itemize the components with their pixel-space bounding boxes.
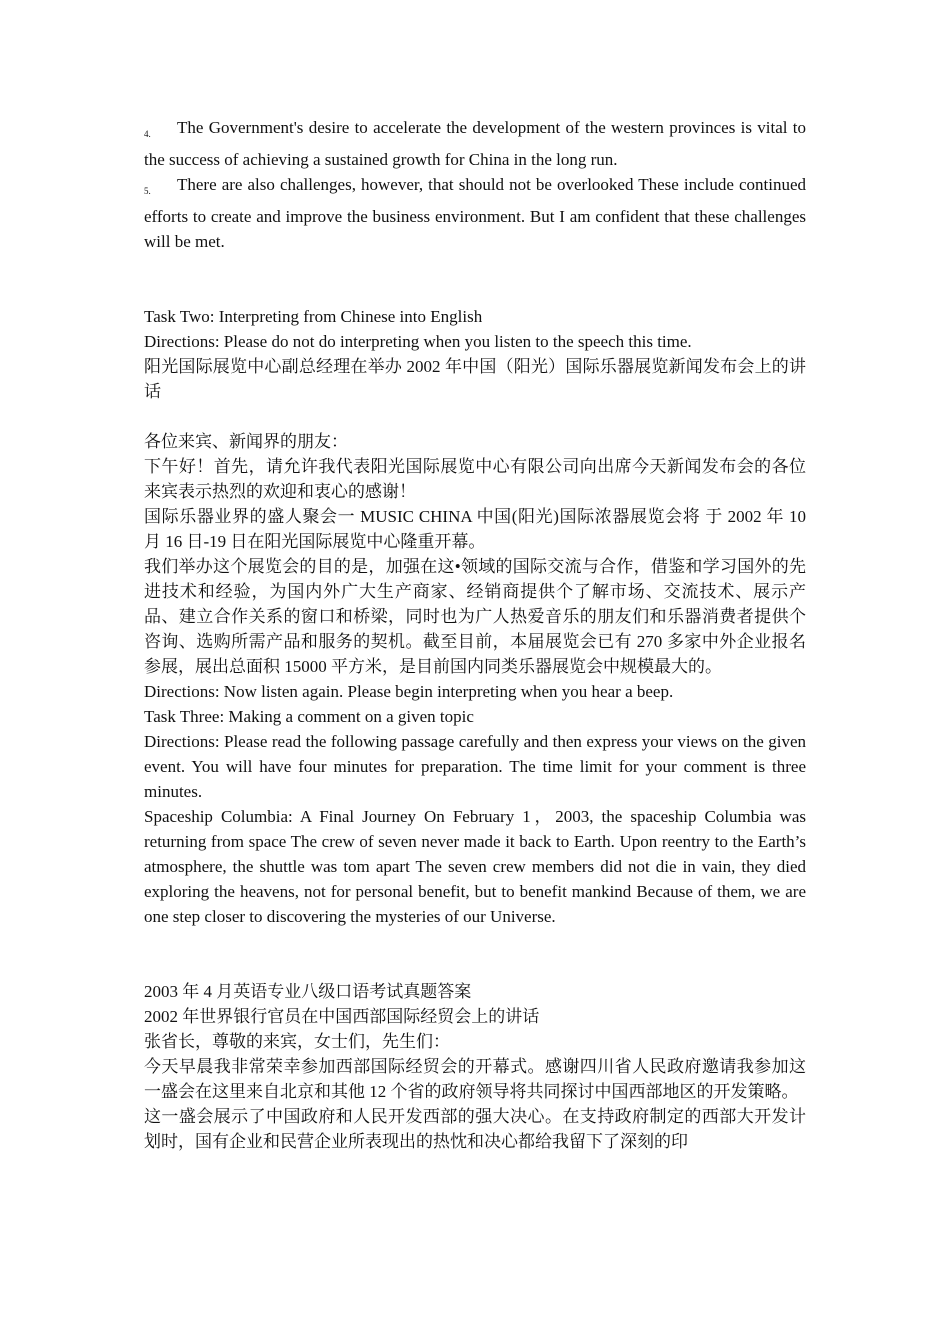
item-number: 5. — [144, 186, 151, 196]
task-two-directions-again: Directions: Now listen again. Please begin interpreting when you hear a beep. — [144, 682, 674, 701]
speech-title: 阳光国际展览中心副总经理在举办 2002 年中国（阳光）国际乐器展览新闻发布会上的讲话 — [144, 357, 806, 401]
speech-paragraph-2: 国际乐器业界的盛人聚会一 MUSIC CHINA 中国(阳光)国际浓器展览会将 于 2002 年 10 月 16 日-19 日在阳光国际展览中心隆重开幕。 — [144, 507, 806, 551]
answers-salutation: 张省长，尊敬的来宾，女士们，先生们： — [144, 1032, 450, 1051]
task-three-title: Task Three: Making a comment on a given topic — [144, 707, 474, 726]
task-two-directions: Directions: Please do not do interpreting when you listen to the speech this time. — [144, 332, 692, 351]
numbered-item-4 — [144, 115, 806, 172]
item-text: The Government's desire to accelerate the development of the western provinces is vital to the success of achieving a sustained growth for China in the long run. — [144, 118, 806, 169]
task-three-directions: Directions: Please read the following passage carefully and then express your views on the given event. You will have four minutes for preparation. The time limit for your comment is three minutes. — [144, 732, 806, 801]
answers-paragraph-1: 今天早晨我非常荣幸参加西部国际经贸会的开幕式。感谢四川省人民政府邀请我参加这一盛会在这里来自北京和其他 12 个省的政府领导将共同探讨中国西部地区的开发策略。 — [144, 1057, 806, 1101]
document-page — [144, 115, 806, 1154]
spacer — [144, 404, 806, 429]
speech-salutation: 各位来宾、新闻界的朋友： — [144, 432, 348, 451]
spacer — [144, 929, 806, 979]
task-two-title: Task Two: Interpreting from Chinese into English — [144, 307, 483, 326]
speech-paragraph-1: 下午好！首先，请允许我代表阳光国际展览中心有限公司向出席今天新闻发布会的各位来宾表示热烈的欢迎和衷心的感谢！ — [144, 457, 806, 501]
answers-paragraph-2: 这一盛会展示了中国政府和人民开发西部的强大决心。在支持政府制定的西部大开发计划时，国有企业和民营企业所表现出的热忱和决心都给我留下了深刻的印 — [144, 1107, 806, 1151]
spacer — [144, 254, 806, 304]
numbered-item-5 — [144, 172, 806, 254]
item-text: There are also challenges, however, that should not be overlooked These include continued efforts to create and improve the business environment. But I am confident that these challenges will be met. — [144, 175, 806, 251]
answers-title: 2003 年 4 月英语专业八级口语考试真题答案 — [144, 982, 472, 1001]
answers-subtitle: 2002 年世界银行官员在中国西部国际经贸会上的讲话 — [144, 1007, 540, 1026]
item-number: 4. — [144, 129, 151, 139]
task-three-passage: Spaceship Columbia: A Final Journey On February 1，2003, the spaceship Columbia was returning from space The crew of seven never made it back to Earth. Upon reentry to the Earth’s atmosphere, the shuttle was tom apart The seven crew members did not die in vain, they died exploring the heavens, not for personal benefit, but to benefit mankind Because of them, we are one step closer to discovering the mysteries of our Universe. — [144, 807, 806, 926]
speech-paragraph-3: 我们举办这个展览会的目的是，加强在这•领域的国际交流与合作，借鉴和学习国外的先进技术和经验，为国内外广大生产商家、经销商提供个了解市场、交流技术、展示产品、建立合作关系的窗口和桥梁，同时也为广人热爱音乐的朋友们和乐器消费者提供个咨询、选购所需产品和服务的契机。截至目前，本届展览会已有 270 多家中外企业报名参展，展出总面积 15000 平方米，是目前国内同类乐器展览会中规模最大的。 — [144, 557, 806, 676]
